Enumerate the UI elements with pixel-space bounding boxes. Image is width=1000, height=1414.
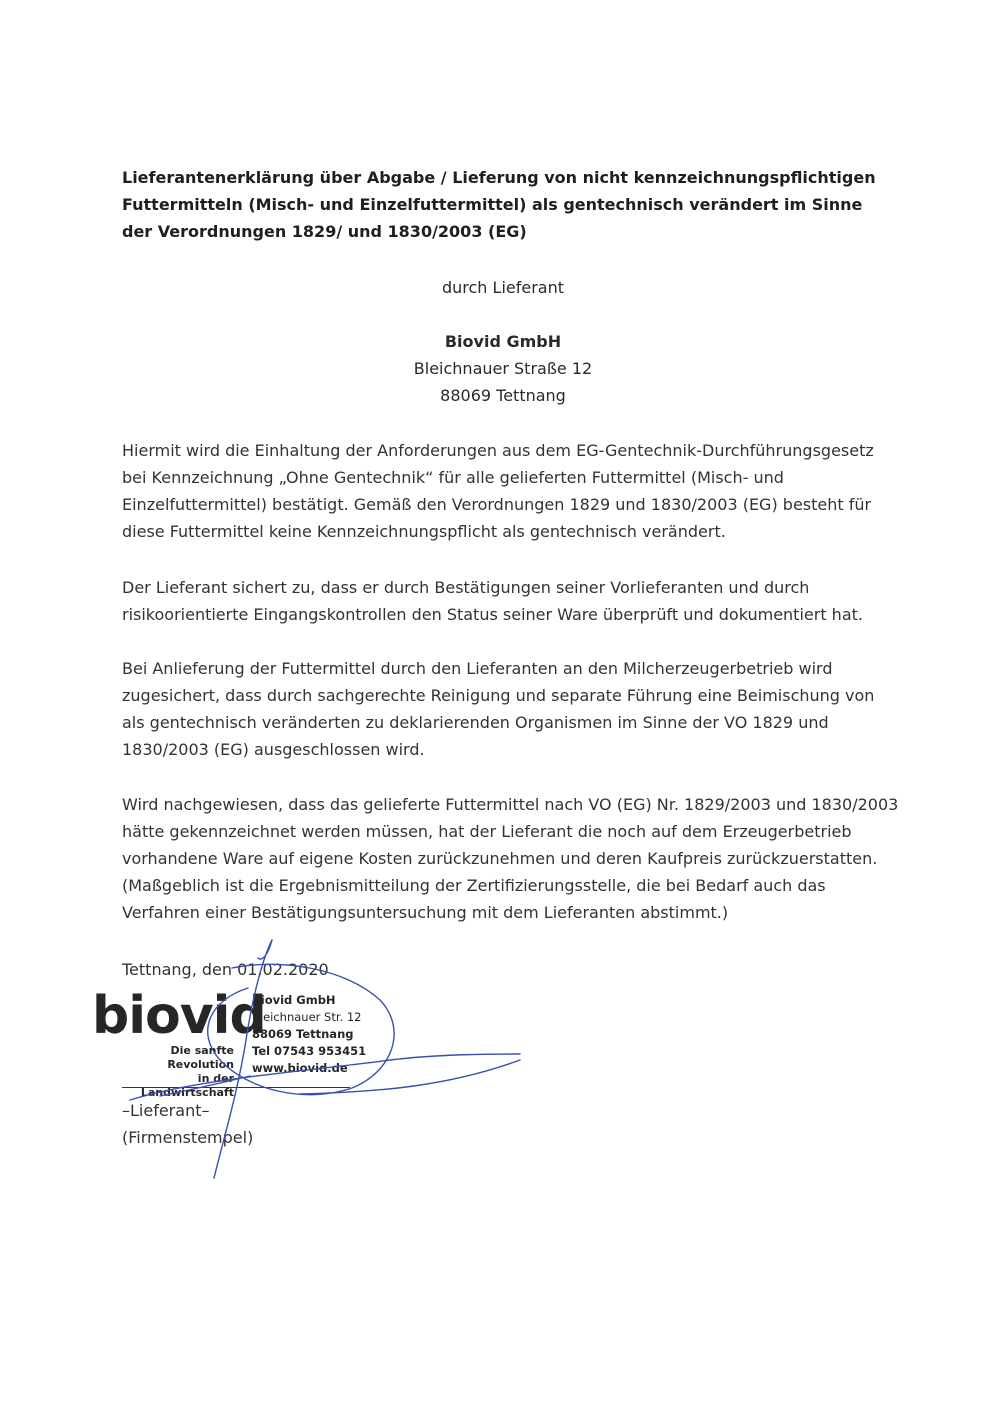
supplier-intro: durch Lieferant (441, 278, 565, 297)
signature-role: –Lieferant– (122, 1101, 210, 1120)
paragraph-assurance: Der Lieferant sichert zu, dass er durch Bestätigungen seiner Vorlieferanten und durch risikoorientierte Eingangskontrollen den Status seiner Ware überprüft und dokumentiert hat. (122, 578, 863, 624)
stamp-address (252, 992, 366, 1077)
stamp-web: www.biovid.de (252, 1061, 348, 1075)
supplier-street: Bleichnauer Straße 12 (413, 359, 593, 378)
signature-line (122, 1087, 350, 1088)
stamp-company: Biovid GmbH (252, 993, 336, 1007)
paragraph-compliance: Hiermit wird die Einhaltung der Anforderungen aus dem EG-Gentechnik-Durchführungsgesetz bei Kennzeichnung „Ohne Gentechnik“ für alle gelieferten Futtermittel (Misch- und Einzelfuttermittel) bestätigt. Gemäß den Verordnungen 1829 und 1830/2003 (EG) besteht für diese Futtermittel keine Kennzeichnungspflicht als gentechnisch verändert. (122, 441, 874, 541)
stamp-tagline-line-2: in der Landwirtschaft (140, 1072, 234, 1099)
paragraph-liability: Wird nachgewiesen, dass das gelieferte Futtermittel nach VO (EG) Nr. 1829/2003 und 1830/2003 hätte gekennzeichnet werden müssen, hat der Lieferant die noch auf dem Erzeugerbetrieb vorhandene Ware auf eigene Kosten zurückzunehmen und deren Kaufpreis zurückzuerstatten. (Maßgeblich ist die Ergebnismitteilung der Zertifizierungsstelle, die bei Bedarf auch das Verfahren einer Bestätigungsuntersuchung mit dem Lieferanten abstimmt.) (122, 795, 899, 922)
stamp-tagline-line-1: Die sanfte Revolution (167, 1044, 234, 1071)
signature-note: (Firmenstempel) (122, 1128, 254, 1147)
place-date: Tettnang, den 01.02.2020 (122, 960, 329, 979)
stamp-phone: Tel 07543 953451 (252, 1044, 367, 1058)
stamp-city: 88069 Tettnang (252, 1027, 354, 1041)
stamp-street: Bleichnauer Str. 12 (252, 1010, 362, 1024)
paragraph-delivery: Bei Anlieferung der Futtermittel durch den Lieferanten an den Milcherzeugerbetrieb wird zugesichert, dass durch sachgerechte Reinigung und separate Führung eine Beimischung von als gentechnisch veränderten zu deklarierenden Organismen im Sinne der VO 1829 und 1830/2003 (EG) ausgeschlossen wird. (122, 659, 875, 759)
document-title: Lieferantenerklärung über Abgabe / Lieferung von nicht kennzeichnungspflichtigen Futtermitteln (Misch- und Einzelfuttermittel) als gentechnisch verändert im Sinne der Verordnungen 1829/ und 1830/2003 (EG) (122, 168, 876, 241)
company-stamp (92, 986, 382, 1099)
biovid-logo: biovid (92, 986, 266, 1046)
supplier-name: Biovid GmbH (444, 332, 562, 351)
supplier-city: 88069 Tettnang (440, 386, 566, 405)
stamp-tagline (102, 1044, 234, 1100)
